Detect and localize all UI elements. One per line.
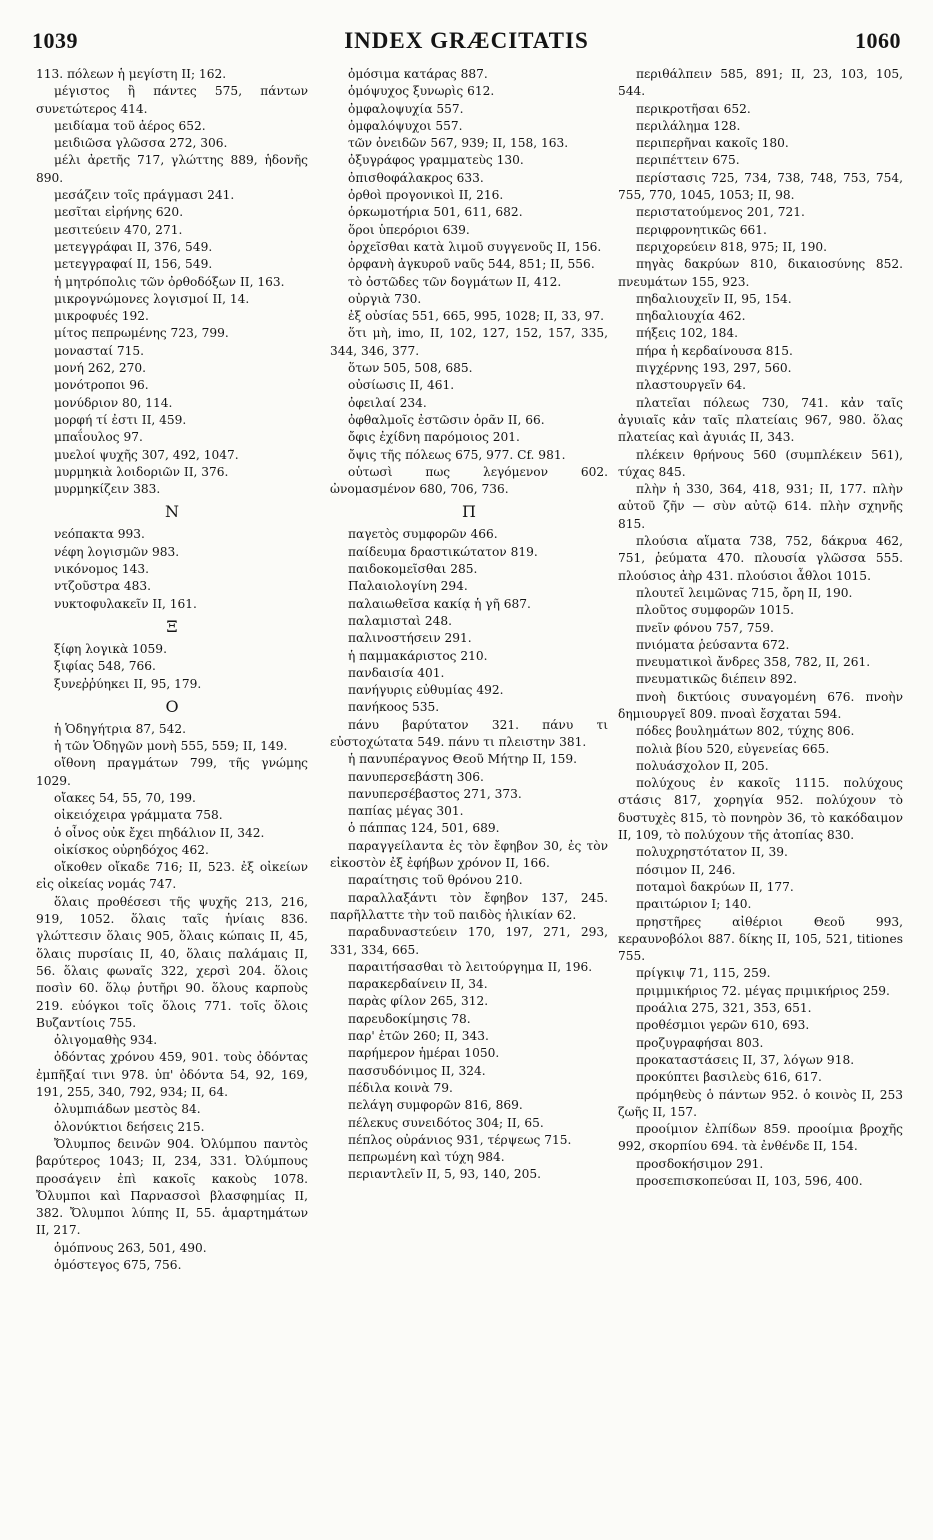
index-entry: οἰκίσκος οὐρηδόχος 462. (54, 842, 209, 857)
index-entry: πέδιλα κοινὰ 79. (348, 1080, 453, 1095)
index-entry: μετεγγραφαί II, 156, 549. (54, 257, 213, 272)
index-entry: πανδαισία 401. (348, 665, 445, 680)
index-entry: πλὴν ἡ 330, 364, 418, 931; II, 177. πλὴν αὐτοῦ ζῆν — σὺν αὐτῷ 614. πλὴν σχηνῆς 815. (618, 482, 903, 531)
index-entry: ξυνεῤῥύηκει II, 95, 179. (54, 676, 202, 691)
index-entry: περιπερῆναι κακοῖς 180. (636, 136, 789, 151)
index-entry: παραδυναστεύειν 170, 197, 271, 293, 331, 334, 665. (330, 925, 608, 957)
index-entry: νεόπακτα 993. (54, 527, 145, 542)
index-entry: οἰκειόχειρα γράμματα 758. (54, 808, 223, 823)
index-entry: μίτος πεπρωμένης 723, 799. (54, 326, 229, 341)
index-entry: προκαταστάσεις II, 37, λόγων 918. (636, 1052, 855, 1067)
index-entry: ὁμόπνους 263, 501, 490. (54, 1240, 207, 1255)
section-letter-heading: Π (462, 502, 476, 522)
right-page-number: 1060 (855, 28, 901, 53)
index-entry: ὀφθαλμοῖς ἐστῶσιν ὁρᾶν II, 66. (348, 412, 545, 427)
index-entry: πανήγυρις εὐθυμίας 492. (348, 683, 504, 698)
index-entry: πλοῦτος συμφορῶν 1015. (636, 603, 795, 618)
column-3 (618, 66, 903, 1526)
index-entry: πανήκοος 535. (348, 700, 440, 715)
index-entry: οὑτωσὶ πως λεγόμενον 602. ὠνομασμένον 680, 706, 736. (330, 464, 608, 497)
index-entry: ὅτι μὴ, imo, II, 102, 127, 152, 157, 335, 344, 346, 377. (330, 326, 608, 358)
index-entry: πλέκειν θρήνους 560 (συμπλέκειν 561), τύχας 845. (618, 447, 903, 479)
index-entry: πέλεκυς συνειδότος 304; II, 65. (348, 1115, 544, 1130)
index-entry: ἡ πανυπέραγνος Θεοῦ Μήτηρ II, 159. (348, 752, 577, 767)
index-entry: μεσιτεύειν 470, 271. (54, 222, 183, 237)
index-entry: οἴκοθεν οἴκαδε 716; II, 523. ἐξ οἰκείων εἰς οἰκείας νομάς 747. (36, 860, 308, 892)
index-entry: τῶν ὀνειδῶν 567, 939; II, 158, 163. (348, 136, 569, 151)
index-entry: νέφη λογισμῶν 983. (54, 544, 180, 559)
index-entry: περιφρονητικῶς 661. (636, 222, 767, 237)
index-entry: μονή 262, 270. (54, 361, 146, 376)
index-entry: παραγγείλαντα ἐς τὸν ἔφηβον 30, ἐς τὸν εἰκοστὸν ἐξ ἐφήβων χρόνον II, 166. (330, 838, 608, 871)
index-entry: περιστατούμενος 201, 721. (636, 205, 805, 220)
page-title: INDEX GRÆCITATIS (344, 28, 589, 53)
index-entry: ὀπισθοφάλακρος 633. (348, 170, 484, 185)
index-entry: ὁ οἶνος οὐκ ἔχει πηδάλιον II, 342. (54, 825, 265, 840)
column-2 (330, 66, 608, 1526)
index-entry: περίστασις 725, 734, 738, 748, 753, 754, 755, 770, 1045, 1053; II, 98. (618, 170, 903, 203)
index-entry: ὀξυγράφος γραμματεὺς 130. (348, 153, 524, 168)
index-entry: τὸ ὀστῶδες τῶν δογμάτων II, 412. (348, 274, 562, 289)
index-entry: πνευματικοὶ ἄνδρες 358, 782, II, 261. (636, 655, 871, 670)
index-entry: προάλια 275, 321, 353, 651. (636, 1001, 812, 1016)
index-entry: προζυγραφήσαι 803. (636, 1035, 764, 1050)
index-entry: πανυπερσέβαστος 271, 373. (348, 786, 522, 801)
index-entry: πριμμικήριος 72. μέγας πριμικήριος 259. (636, 983, 890, 998)
index-entry: μονασταί 715. (54, 343, 144, 358)
index-entry: παλινοστήσειν 291. (348, 631, 472, 646)
left-page-number: 1039 (32, 28, 78, 53)
index-entry: ξιφίας 548, 766. (54, 659, 156, 674)
index-entry: πηγὰς δακρύων 810, δικαιοσύνης 852. πνευμάτων 155, 923. (618, 257, 903, 289)
index-entry: ὀμόσιμα κατάρας 887. (348, 67, 488, 81)
index-entry: παραιτήσασθαι τὸ λειτούργημα II, 196. (348, 959, 593, 974)
index-entry: ἡ παμμακάριστος 210. (348, 648, 488, 663)
index-entry: προθέσμιοι γερῶν 610, 693. (636, 1018, 810, 1033)
index-entry: πέπλος οὐράνιος 931, τέρψεως 715. (348, 1132, 572, 1147)
index-entry: πλουτεῖ λειμῶνας 715, ὄρη II, 190. (636, 585, 853, 600)
index-entry: παρακερδαίνειν II, 34. (348, 977, 488, 992)
index-entry: πηδαλιουχία 462. (636, 309, 746, 324)
index-entry: ὀρφανὴ ἀγκυροῦ ναῦς 544, 851; II, 556. (348, 257, 595, 272)
index-entry: πολιὰ βίου 520, εὐγενείας 665. (636, 741, 830, 756)
index-entry: παρὰς φίλον 265, 312. (348, 994, 489, 1009)
index-entry: ὁμόστεγος 675, 756. (54, 1258, 182, 1272)
page-header (32, 28, 901, 62)
index-entry: πρίγκιψ 71, 115, 259. (636, 966, 771, 981)
index-entry: ὀλονύκτιοι δεήσεις 215. (54, 1119, 205, 1134)
index-entry: ξίφη λογικὰ 1059. (54, 641, 167, 656)
index-entry: πλούσια αἵματα 738, 752, δάκρυα 462, 751, ῥεύματα 470. πλουσία γλῶσσα 555. πλούσιος ἀὴρ 431. πλούσιοι ἆθλοι 1015. (618, 534, 903, 583)
index-entry: ὀλιγομαθὴς 934. (54, 1033, 158, 1048)
index-entry: προσεπισκοπεύσαι II, 103, 596, 400. (636, 1174, 863, 1188)
index-entry: παρ' ἐτῶν 260; II, 343. (348, 1029, 489, 1044)
index-entry: πρόμηθεὺς ὁ πάντων 952. ὁ κοινὸς II, 253 ζωῆς II, 157. (618, 1087, 903, 1119)
index-entry: οὐργιὰ 730. (348, 291, 422, 306)
index-entry: μειδιῶσα γλῶσσα 272, 306. (54, 136, 228, 151)
index-entry: πνευματικῶς διέπειν 892. (636, 672, 798, 687)
index-entry: ὀμφαλοψυχία 557. (348, 101, 464, 116)
index-entry: πνεῖν φόνου 757, 759. (636, 620, 774, 635)
index-entry: παπίας μέγας 301. (348, 804, 464, 819)
index-entry: ὄφις ἐχίδνη παρόμοιος 201. (348, 430, 520, 445)
index-entry: παρευδοκίμησις 78. (348, 1011, 471, 1026)
index-entry: πανυπερσεβάστη 306. (348, 769, 484, 784)
index-entry: περιπέττειν 675. (636, 153, 740, 168)
index-entry: μεσῖται εἰρήνης 620. (54, 205, 184, 220)
index-entry: μπαΐουλος 97. (54, 430, 143, 445)
index-entry: μέλι ἀρετῆς 717, γλώττης 889, ἡδονῆς 890. (36, 153, 308, 185)
index-entry: πελάγη συμφορῶν 816, 869. (348, 1098, 523, 1113)
index-entry: ἡ μητρόπολις τῶν ὀρθοδόξων II, 163. (54, 274, 285, 289)
index-entry: ὅροι ὑπερόριοι 639. (348, 222, 470, 237)
index-entry: ἡ Ὁδηγήτρια 87, 542. (54, 721, 187, 736)
index-entry: μονύδριον 80, 114. (54, 395, 173, 410)
section-letter-heading: N (165, 502, 179, 522)
index-entry: πήρα ἡ κερδαίνουσα 815. (636, 343, 793, 358)
index-entry: ποταμοὶ δακρύων II, 177. (636, 879, 794, 894)
index-entry: πνοὴ δικτύοις συναγομένη 676. πνοὴν δημιουργεῖ 809. πνοαὶ ἔσχαται 594. (618, 689, 903, 721)
index-entry: παιδοκομεῖσθαι 285. (348, 562, 478, 577)
index-entry: ὀρθοὶ προγονικοὶ II, 216. (348, 188, 504, 203)
index-entry: πόσιμον II, 246. (636, 862, 736, 877)
index-entry: μικροφυές 192. (54, 309, 149, 324)
index-entry: παραίτησις τοῦ θρόνου 210. (348, 873, 523, 888)
column-1 (36, 66, 308, 1526)
index-entry: μέγιστος ἢ πάντες 575, πάντων συνετώτερος 414. (36, 84, 308, 116)
section-letter-heading: Ξ (166, 616, 178, 636)
index-entry: πολύχους ἐν κακοῖς 1115. πολύχους στάσις 817, χορηγία 952. πολύχουν τὸ δυστυχὲς 815, τὸ πονηρὸν 36, τὸ κακόδαιμον II, 109, τὸ πολύχουν τῆς ἀτοπίας 830. (618, 776, 903, 843)
section-letter-heading: O (165, 696, 179, 716)
index-entry: πόδες βουλημάτων 802, τύχης 806. (636, 724, 855, 739)
index-entry: πολυάσχολον II, 205. (636, 758, 769, 773)
index-entry: πλαστουργεῖν 64. (636, 378, 746, 393)
index-entry: πραιτώριον I; 140. (636, 897, 752, 912)
index-columns (0, 66, 933, 1526)
index-entry: Παλαιολογίνη 294. (348, 579, 468, 594)
index-entry: μετεγγράφαι II, 376, 549. (54, 239, 213, 254)
index-entry: παλαμισταὶ 248. (348, 613, 452, 628)
index-entry: ὁρκωμοτήρια 501, 611, 682. (348, 205, 523, 220)
index-entry: ὁμόψυχος ξυνωρὶς 612. (348, 84, 495, 99)
index-entry: ὀδόντας χρόνου 459, 901. τοὺς ὀδόντας ἐμπῆξαί τινι 978. ὑπ' ὀδόντα 54, 92, 169, 191, 255, 340, 792, 934; II, 64. (36, 1050, 308, 1100)
index-entry: μεσάζειν τοῖς πράγμασι 241. (54, 188, 235, 203)
index-entry: μονότροποι 96. (54, 378, 149, 393)
index-entry: προοίμιον ἐλπίδων 859. προοίμια βροχῆς 992, σκορπίου 694. τὰ ἐνθένδε II, 154. (618, 1122, 903, 1154)
index-entry: παγετὸς συμφορῶν 466. (348, 527, 498, 542)
index-entry: προσδοκήσιμον 291. (636, 1156, 764, 1171)
index-entry: παλαιωθεῖσα κακίᾳ ἡ γῆ 687. (348, 596, 531, 611)
index-entry: παίδευμα δραστικώτατον 819. (348, 544, 538, 559)
index-entry: περιαντλεῖν II, 5, 93, 140, 205. (348, 1167, 542, 1182)
index-entry: πάνυ βαρύτατον 321. πάνυ τι εὐστοχώτατα 549. πάνυ τι πλειστην 381. (330, 717, 608, 749)
index-entry: πασσυδόνιμος II, 324. (348, 1063, 486, 1078)
index-entry: προκύπτει βασιλεὺς 616, 617. (636, 1070, 822, 1085)
index-entry: μειδίαμα τοῦ ἀέρος 652. (54, 118, 206, 133)
index-entry: πήξεις 102, 184. (636, 326, 738, 341)
index-entry: οἴακες 54, 55, 70, 199. (54, 790, 196, 805)
index-entry: ὅλαις προθέσεσι τῆς ψυχῆς 213, 216, 919, 1052. ὅλαις ταῖς ἡνίαις 836. γλώττεσιν ὅλαις 905, ὅλαις κώπαις II, 45, ὅλαις πυρσίαις II, 40, ὅλαις παλάμαις II, 56. ὅλαις φωναῖς 322, χερσὶ 204. ὅλοις ποσὶν 60. ὅλῳ ῥυτῆρι 90. ὅλους καρποὺς 219. εὐόγκοι τοῖς ὅλοις 771. τοῖς ὅλοις Βυζαντίοις 755. (36, 894, 308, 1030)
index-entry: πιγχέρνης 193, 297, 560. (636, 361, 792, 376)
index-entry: ντζοῦστρα 483. (54, 579, 151, 594)
index-entry: πλατεῖαι πόλεως 730, 741. κἀν ταῖς ἀγυιαῖς κἀν ταῖς πλατείαις 967, 980. ὅλας πλατείας καὶ ἀγυιάς II, 343. (618, 395, 903, 445)
index-entry: περικροτῆσαι 652. (636, 101, 751, 116)
index-entry: οἴθονη πραγμάτων 799, τῆς γνώμης 1029. (36, 756, 308, 788)
index-entry: ὅτων 505, 508, 685. (348, 361, 473, 376)
index-entry: νυκτοφυλακεῖν II, 161. (54, 596, 197, 611)
index-entry: Ὄλυμπος δεινῶν 904. Ὀλύμπου παντὸς βαρύτερος 1043; II, 234, 331. Ὀλύμπους προσάγειν ἐπὶ κακοῖς κακοὺς 1078. Ὄλυμποι καὶ Παρνασσοὶ βλασφημίας II, 382. Ὄλυμποι λύπης II, 55. ἁμαρτημάτων II, 217. (36, 1136, 308, 1238)
index-entry: ἡ τῶν Ὁδηγῶν μονὴ 555, 559; II, 149. (54, 739, 288, 754)
index-entry: ὁ πάππας 124, 501, 689. (348, 821, 500, 836)
index-entry: μυελοί ψυχῆς 307, 492, 1047. (54, 447, 239, 462)
index-entry: νικόνομος 143. (54, 562, 149, 577)
index-entry: περιλάλημα 128. (636, 118, 741, 133)
index-entry: παραλλαξάντι τὸν ἔφηβον 137, 245. παρῆλλαττε τὴν τοῦ παιδὸς ἡλικίαν 62. (330, 890, 608, 922)
index-entry: ὀρχεῖσθαι κατὰ λιμοῦ συγγενοῦς II, 156. (348, 239, 602, 254)
index-entry: ὄψις τῆς πόλεως 675, 977. Cf. 981. (348, 447, 566, 462)
index-entry: πηδαλιουχεῖν II, 95, 154. (636, 291, 792, 306)
index-entry: μυρμηκίζειν 383. (54, 482, 161, 497)
index-entry: 113. πόλεων ἡ μεγίστη II; 162. (36, 67, 227, 81)
index-entry: ὀμφαλόψυχοι 557. (348, 118, 463, 133)
index-entry: οὐσίωσις II, 461. (348, 378, 455, 393)
index-entry: πολυχρηστότατον II, 39. (636, 845, 788, 860)
index-entry: πεπρωμένη καὶ τύχη 984. (348, 1150, 505, 1165)
index-entry: περιθάλπειν 585, 891; II, 23, 103, 105, 544. (618, 67, 903, 99)
index-entry: παρήμερον ἡμέραι 1050. (348, 1046, 500, 1061)
index-entry: μικρογνώμονες λογισμοί II, 14. (54, 291, 250, 306)
index-entry: ἐξ οὐσίας 551, 665, 995, 1028; II, 33, 97. (348, 309, 604, 324)
index-entry: ὀλυμπιάδων μεστὸς 84. (54, 1102, 201, 1117)
index-entry: περιχορεύειν 818, 975; II, 190. (636, 239, 828, 254)
index-entry: μυρμηκιὰ λοιδοριῶν II, 376. (54, 464, 229, 479)
index-entry: μορφή τί ἐστι II, 459. (54, 412, 187, 427)
index-entry: πνιόματα ῥεύσαντα 672. (636, 637, 790, 652)
index-entry: πρηστῆρες αἰθέριοι Θεοῦ 993, κεραυνοβόλοι 887. δίκης II, 105, 521, titiones 755. (618, 914, 903, 964)
index-entry: ὀφειλαί 234. (348, 395, 427, 410)
